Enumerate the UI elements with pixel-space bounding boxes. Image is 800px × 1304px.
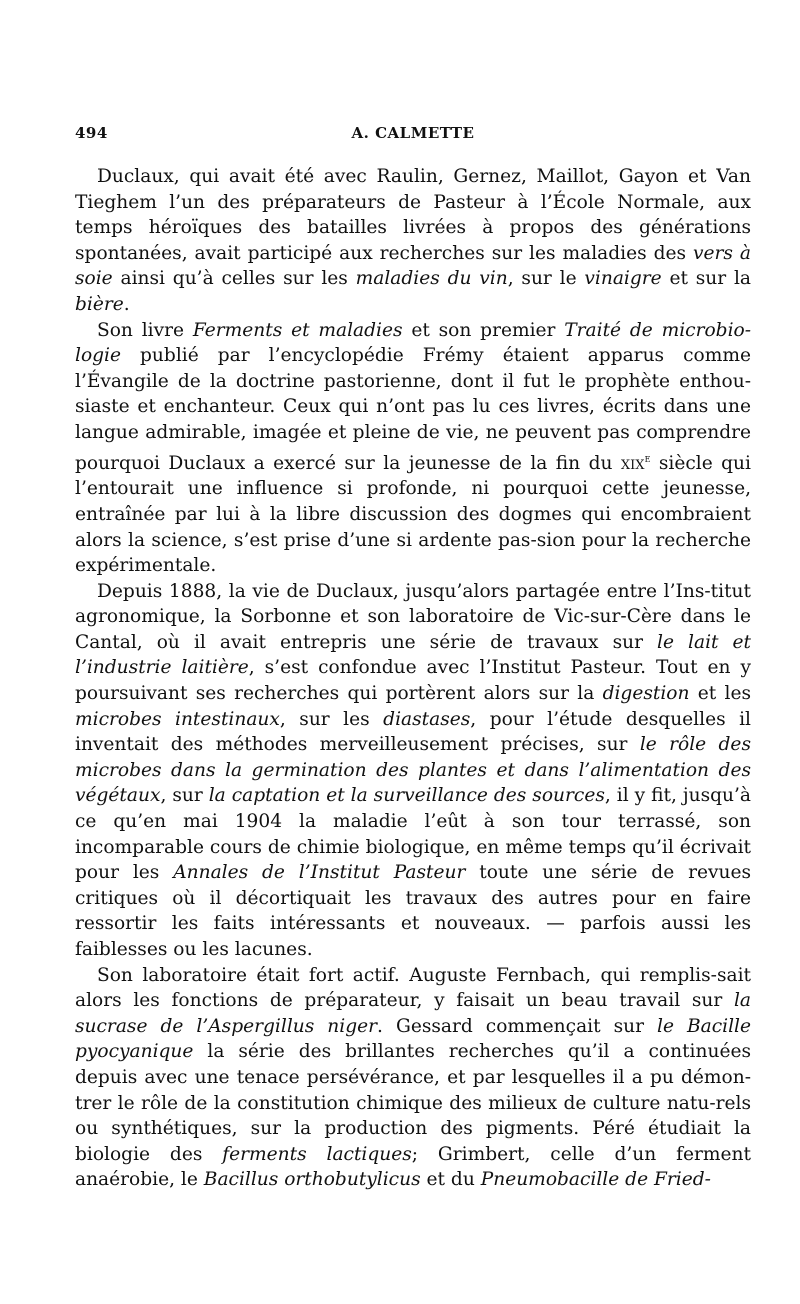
text-run: , sur le bbox=[507, 268, 585, 290]
italic-text: le lait et l’industrie laitière bbox=[75, 631, 751, 679]
text-run: publié par l’encyclopédie Frémy étaient apparus comme l’Évangile de la doctrine pastorienne, dont il fut le prophète enthou-siaste et enchanteur. Ceux qui n’ont pas lu ces livres, écrits dans une langue admirable, imagée et pleine de vie, ne peuvent pas comprendre pourquoi Duclaux a exercé sur la jeunesse de la fin du bbox=[75, 345, 751, 474]
text-run: toute une série de revues critiques où il décortiquait les travaux des autres pour en faire ressortir les faits intéressants et nouveaux. — parfois aussi les faiblesses ou les lacunes. bbox=[75, 862, 751, 960]
text-run: Depuis 1888, la vie de Duclaux, jusqu’alors partagée entre l’Ins-titut agronomique, la Sorbonne et son laboratoire de Vic-sur-Cère dans le Cantal, où il avait entrepris une série de travaux sur bbox=[75, 580, 751, 653]
italic-text: Ferments et maladies bbox=[192, 319, 403, 341]
italic-text: ferments lactiques bbox=[222, 1143, 412, 1165]
body-text bbox=[75, 164, 751, 1193]
document-page bbox=[75, 112, 751, 1262]
text-run: , il y fit, jusqu’à ce qu’en mai 1904 la maladie l’eût à son tour terrassé, son incomparable cours de chimie biologique, en même temps qu’il écrivait pour les bbox=[75, 785, 751, 884]
text-run: , sur bbox=[160, 785, 209, 807]
italic-text: Traité de microbio-logie bbox=[75, 319, 751, 367]
running-header bbox=[75, 112, 751, 148]
text-run: la série des brillantes recherches qu’il a continuées depuis avec une tenace persévérance, et par lesquelles il a pu démon-trer le rôle de la constitution chimique des milieux de culture natu-rels ou synthétiques, sur la production des pigments. Péré étudiait la biologie des bbox=[75, 1041, 751, 1165]
text-run: et son premier bbox=[402, 319, 565, 341]
italic-text: microbes intestinaux bbox=[75, 708, 280, 730]
page-number: 494 bbox=[75, 124, 108, 142]
italic-text: digestion bbox=[602, 683, 690, 705]
text-run: Son livre bbox=[97, 319, 193, 341]
italic-text: vers à soie bbox=[75, 242, 751, 290]
text-run: et sur la bbox=[661, 268, 751, 290]
paragraph bbox=[75, 164, 751, 318]
italic-text: maladies du vin bbox=[355, 268, 508, 290]
italic-text: bière bbox=[75, 293, 124, 315]
text-run: Duclaux, qui avait été avec Raulin, Gernez, Maillot, Gayon et Van Tieghem l’un des préparateurs de Pasteur à l’École Normale, aux temps héroïques des batailles livrées à propos des générations spontanées, avait participé aux recherches sur les maladies des bbox=[75, 166, 751, 264]
italic-text: la sucrase de l’Aspergillus niger bbox=[75, 990, 751, 1037]
running-title: A. CALMETTE bbox=[351, 124, 475, 142]
text-run: . bbox=[123, 293, 130, 315]
paragraph bbox=[75, 318, 751, 579]
century-numeral: xix$^e$ bbox=[620, 450, 651, 474]
italic-text: diastases bbox=[383, 708, 471, 730]
italic-text: Annales de l’Institut Pasteur bbox=[173, 862, 466, 884]
italic-text: Pneumobacille de Fried- bbox=[480, 1169, 711, 1191]
italic-text: Bacillus orthobutylicus bbox=[203, 1169, 421, 1191]
text-run: , pour l’étude desquelles il inventait des méthodes merveilleusement précises, sur bbox=[75, 708, 751, 756]
italic-text: la captation et la surveillance des sources bbox=[208, 785, 605, 807]
text-run: et les bbox=[689, 683, 751, 705]
text-run: et du bbox=[420, 1169, 481, 1191]
text-run: . Gessard commençait sur bbox=[377, 1015, 658, 1037]
text-run: , sur les bbox=[279, 708, 384, 730]
paragraph bbox=[75, 579, 751, 963]
text-run: Son laboratoire était fort actif. Auguste Fernbach, qui remplis-sait alors les fonctions de préparateur, y faisait un beau travail sur bbox=[75, 964, 751, 1012]
text-run: ; Grimbert, celle d’un ferment anaérobie, le bbox=[75, 1143, 751, 1191]
italic-text: vinaigre bbox=[584, 268, 662, 290]
paragraph bbox=[75, 963, 751, 1193]
italic-text: le Bacille pyocyanique bbox=[75, 1015, 751, 1063]
text-run: siècle qui l’entourait une influence si profonde, ni pourquoi cette jeunesse, entraînée par lui à la libre discussion des dogmes qui encombraient alors la science, s’est prise d’une si ardente pas-sion pour la recherche expérimentale. bbox=[75, 452, 751, 577]
italic-text: le rôle des microbes dans la germination des plantes et dans l’alimentation des végétaux bbox=[75, 734, 751, 807]
text-run: ainsi qu’à celles sur les bbox=[112, 268, 356, 290]
text-run: , s’est confondue avec l’Institut Pasteur. Tout en y poursuivant ses recherches qui portèrent alors sur la bbox=[75, 657, 751, 705]
